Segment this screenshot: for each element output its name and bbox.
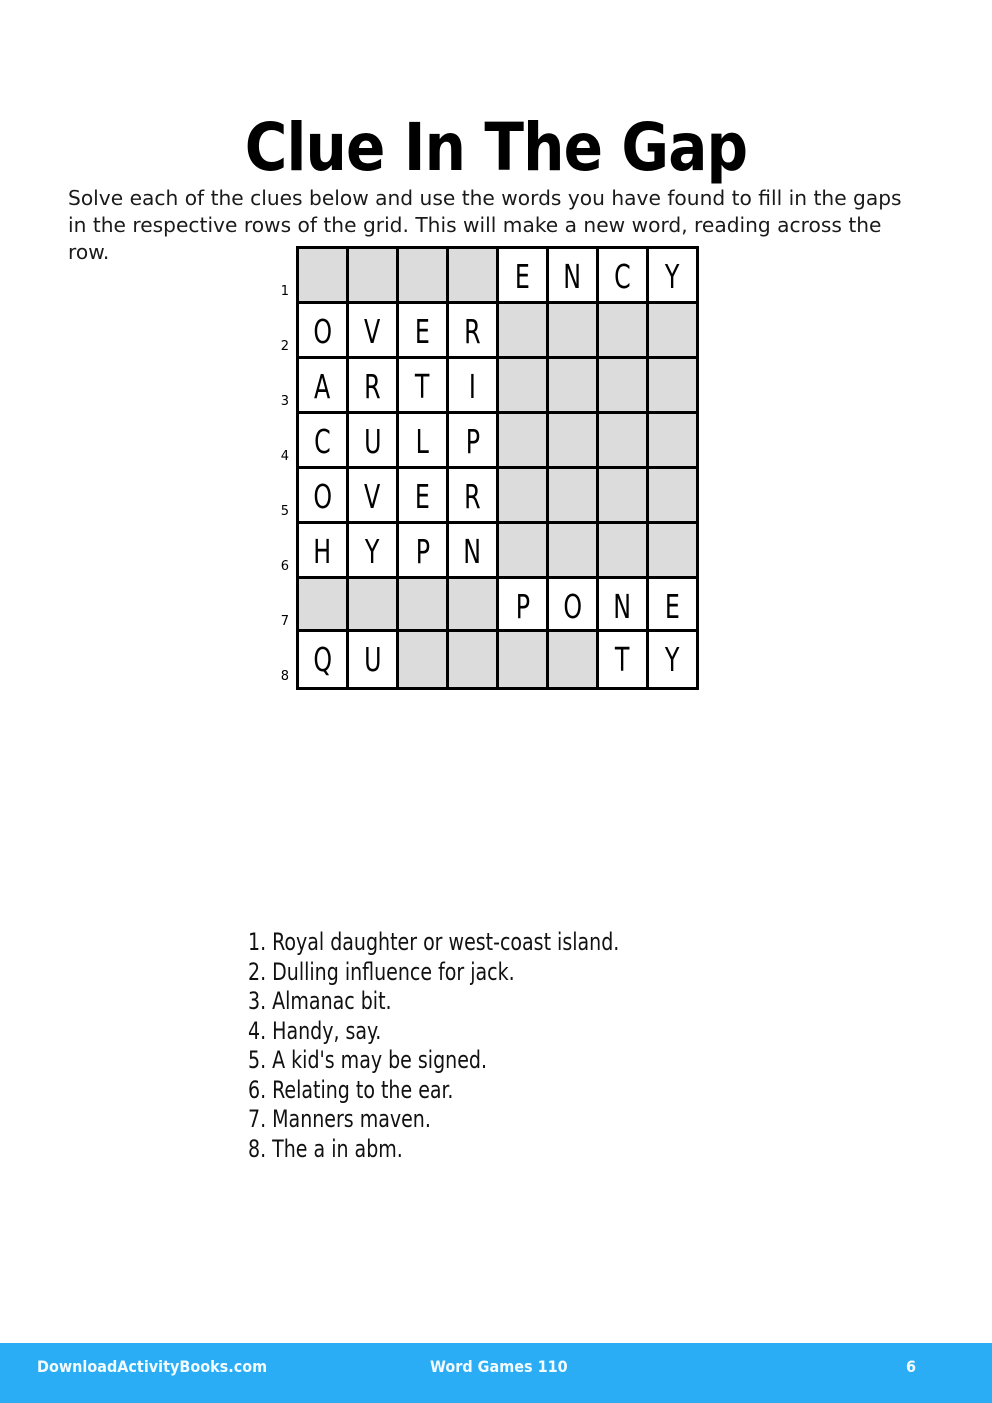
grid-row [280,412,699,467]
footer-site-label: DownloadActivityBooks.com [37,1357,268,1376]
grid-cell-blank[interactable] [449,249,499,304]
grid-cell-letter[interactable] [349,414,399,469]
grid-cell-text: T [415,366,430,406]
grid-cell-text: E [664,586,680,626]
clue-item: 4. Handy, say. [248,1016,382,1045]
grid-cell-blank[interactable] [549,359,599,414]
grid-cell-text: R [464,311,481,351]
grid-cell-text: V [364,311,381,351]
grid-cell-letter[interactable] [399,469,449,524]
grid-cell-text: T [615,640,630,679]
grid-cell-text: O [563,586,582,626]
grid-row [280,632,699,687]
grid-cell-letter[interactable] [399,359,449,414]
grid-cell-letter[interactable] [299,632,349,687]
grid-cell-blank[interactable] [599,469,649,524]
grid-cell-text: P [415,531,430,571]
grid-cell-blank[interactable] [599,359,649,414]
grid-row-number: 6 [280,559,289,574]
grid-cell-blank[interactable] [649,359,699,414]
grid-cell-letter[interactable] [549,249,599,304]
grid-cell-letter[interactable] [449,524,499,579]
clue-item: 2. Dulling influence for jack. [248,957,515,986]
grid-cell-blank[interactable] [549,632,599,687]
grid-cell-blank[interactable] [499,414,549,469]
clue-item: 1. Royal daughter or west-coast island. [248,928,620,956]
grid-cell-blank[interactable] [499,524,549,579]
grid-cell-blank[interactable] [449,632,499,687]
grid-row-number: 8 [280,669,289,684]
grid-cell-text: P [465,421,480,461]
grid-cell-letter[interactable] [449,359,499,414]
instructions-text: Solve each of the clues below and use the words you have found to fill in the gaps in the respective rows of the grid. This will make a new word, reading across the row. [68,185,902,264]
grid-cell-text: O [313,311,332,351]
grid-cell-text: R [364,366,381,406]
grid-cell-text: U [363,421,382,461]
footer-book-label: Word Games 110 [430,1357,568,1376]
grid-row-number: 3 [280,394,289,409]
grid-row [280,467,699,522]
grid-cell-text: I [469,366,476,406]
grid-cell-text: Y [665,256,680,296]
grid-row [280,522,699,577]
grid-cell-letter[interactable] [449,469,499,524]
grid-cell-letter[interactable] [299,469,349,524]
grid-cell-blank[interactable] [649,469,699,524]
grid-cell-blank[interactable] [649,304,699,359]
grid-cell-letter[interactable] [599,579,649,634]
grid-cell-blank[interactable] [599,524,649,579]
grid-cell-blank[interactable] [449,579,499,634]
clue-item: 7. Manners maven. [248,1105,431,1133]
grid-cell-text: Y [365,531,380,571]
grid-row [280,247,699,302]
grid-row [280,577,699,632]
grid-cell-blank[interactable] [499,359,549,414]
grid-row-cells [296,411,699,469]
grid-cell-letter[interactable] [299,524,349,579]
grid-cell-blank[interactable] [399,632,449,687]
grid-cell-letter[interactable] [649,579,699,634]
grid-cell-letter[interactable] [399,414,449,469]
grid-row-number: 7 [280,614,289,629]
clue-item: 6. Relating to the ear. [248,1075,454,1104]
puzzle-grid [280,247,699,687]
grid-cell-letter[interactable] [399,524,449,579]
grid-row-cells [296,629,699,690]
grid-row-cells [296,466,699,524]
grid-cell-text: L [415,421,430,461]
grid-cell-text: N [563,256,582,296]
grid-row [280,357,699,412]
grid-cell-blank[interactable] [299,249,349,304]
grid-row-cells [296,576,699,634]
grid-cell-text: A [314,366,331,406]
grid-cell-letter[interactable] [499,249,549,304]
grid-cell-text: Q [313,640,332,679]
grid-row-number: 5 [280,504,289,519]
grid-cell-letter[interactable] [299,414,349,469]
grid-cell-letter[interactable] [549,579,599,634]
grid-row [280,302,699,357]
grid-cell-blank[interactable] [649,414,699,469]
grid-cell-blank[interactable] [399,579,449,634]
grid-cell-letter[interactable] [349,359,399,414]
grid-cell-text: C [614,256,631,296]
grid-cell-blank[interactable] [549,524,599,579]
page-footer [0,1343,992,1403]
grid-row-cells [296,521,699,579]
grid-cell-blank[interactable] [499,304,549,359]
clue-item: 8. The a in abm. [248,1134,403,1163]
grid-cell-blank[interactable] [549,414,599,469]
grid-cell-text: E [514,256,530,296]
grid-row-number: 4 [280,449,289,464]
grid-cell-letter[interactable] [499,579,549,634]
page-title: Clue In The Gap [244,109,748,187]
grid-cell-blank[interactable] [349,249,399,304]
grid-cell-text: N [613,586,632,626]
grid-cell-blank[interactable] [599,304,649,359]
footer-page-number: 6 [906,1357,917,1376]
grid-cell-letter[interactable] [299,359,349,414]
grid-row-cells [296,301,699,359]
grid-row-cells [296,356,699,414]
grid-cell-text: H [313,531,332,571]
grid-cell-text: N [463,531,482,571]
grid-cell-blank[interactable] [549,469,599,524]
grid-cell-text: C [314,421,331,461]
grid-cell-blank[interactable] [549,304,599,359]
grid-cell-text: P [515,586,530,626]
grid-cell-text: R [464,476,481,516]
grid-cell-letter[interactable] [299,304,349,359]
clue-item: 5. A kid's may be signed. [248,1046,487,1074]
grid-row-cells [296,246,699,304]
grid-cell-blank[interactable] [499,469,549,524]
grid-cell-letter[interactable] [349,469,399,524]
grid-cell-text: E [414,311,430,351]
grid-cell-blank[interactable] [349,579,399,634]
grid-cell-blank[interactable] [649,524,699,579]
clue-list [248,928,670,1164]
grid-cell-blank[interactable] [599,414,649,469]
grid-cell-blank[interactable] [499,632,549,687]
grid-cell-text: V [364,476,381,516]
grid-row-number: 1 [280,284,289,299]
grid-cell-letter[interactable] [449,414,499,469]
grid-cell-text: O [313,476,332,516]
grid-cell-letter[interactable] [349,632,399,687]
grid-cell-blank[interactable] [299,579,349,634]
grid-cell-letter[interactable] [349,524,399,579]
clue-item: 3. Almanac bit. [248,987,392,1015]
grid-cell-letter[interactable] [449,304,499,359]
grid-cell-blank[interactable] [399,249,449,304]
grid-cell-text: U [363,640,382,679]
grid-cell-text: Y [665,640,680,679]
grid-cell-letter[interactable] [599,249,649,304]
grid-row-number: 2 [280,339,289,354]
grid-cell-letter[interactable] [349,304,399,359]
grid-cell-text: E [414,476,430,516]
grid-cell-letter[interactable] [649,249,699,304]
grid-cell-letter[interactable] [399,304,449,359]
grid-cell-letter[interactable] [599,632,649,687]
grid-cell-letter[interactable] [649,632,699,687]
